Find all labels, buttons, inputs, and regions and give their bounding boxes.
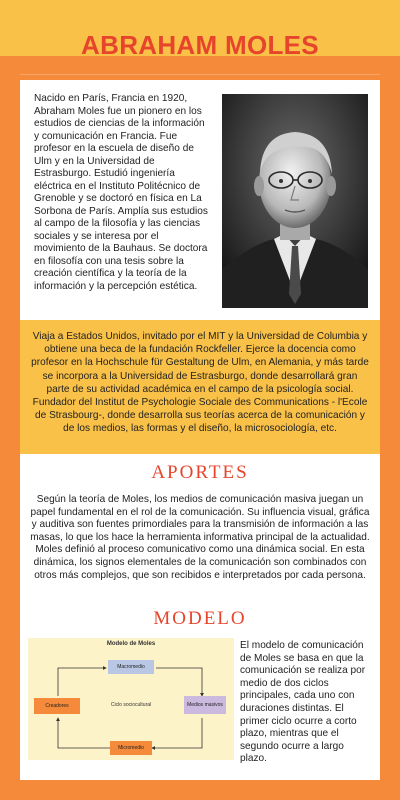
moles-model-diagram [28,638,234,760]
diagram-box-medios-masivos: Medios masivos [184,696,226,714]
diagram-box-micromedio: Micromedio [110,741,152,755]
bio-paragraph: Nacido en París, Francia en 1920, Abraham Moles fue un pionero en los estudios de ciencias de la información y comunicación en Francia. Fue profesor en la escuela de diseño de Ulm y en la Universidad de Estrasburgo. Estudió ingeniería eléctrica en el Instituto Politécnico de Grenoble y se doctoró en física en La Sorbona de París. Amplía sus estudios al campo de la filosofía y las ciencias sociales y se interesa por el movimiento de la Bauhaus. Se doctora en filosofía con una tesis sobre la creación científica y la teoría de la información y la percepción estética. [34,93,208,292]
diagram-title: Modelo de Moles [106,641,156,647]
portrait-photo [222,94,368,308]
modelo-heading: MODELO [153,608,247,629]
career-paragraph: Viaja a Estados Unidos, invitado por el MIT y la Universidad de Columbia y obtiene una beca de la fundación Rockfeller. Ejerce la docencia como profesor en la Hochschule für Gestaltung de Ulm, en Alemania, y más tarde se incorpora a la Universidad de Estrasburgo, donde desarrollará gran parte de su actividad académica en el campo de la psicología social. Fundador del Institut de Psychologie Sociale des Communications - l'Ecole de Strasbourg-, donde desarrolla sus teorías acerca de la comunicación y de los medios, las formas y el diseño, la microsociología, etc. [31,331,369,435]
modelo-paragraph: El modelo de comunicación de Moles se basa en que la comunicación se realiza por medio de dos ciclos principales, cada uno con duraciones distintas. El primer ciclo ocurre a corto plazo, mientras que el segundo ocurre a largo plazo. [240,640,366,765]
title-divider [20,74,380,75]
diagram-box-macromedio: Macromedio [108,660,154,674]
aportes-heading: APORTES [151,462,249,483]
diagram-box-creadores: Creadores [34,698,80,714]
diagram-center-label: Ciclo sociocultural [110,702,152,708]
portrait-illustration [222,94,368,308]
page-title: ABRAHAM MOLES [81,30,319,60]
aportes-paragraph: Según la teoría de Moles, los medios de comunicación masiva juegan un papel fundamental en el rol de la comunicación. Su influencia visual, gráfica y auditiva son fuentes primordiales para la transmisión de información a las masas, lo que los hace la herramienta informativa principal de la actualidad. Moles definió al proceso comunicativo como una dinámica social. En esta dinámica, los signos elementales de la comunicación son combinados con otros más complejos, que son recibidos e interpretados por cada persona. [30,494,370,581]
